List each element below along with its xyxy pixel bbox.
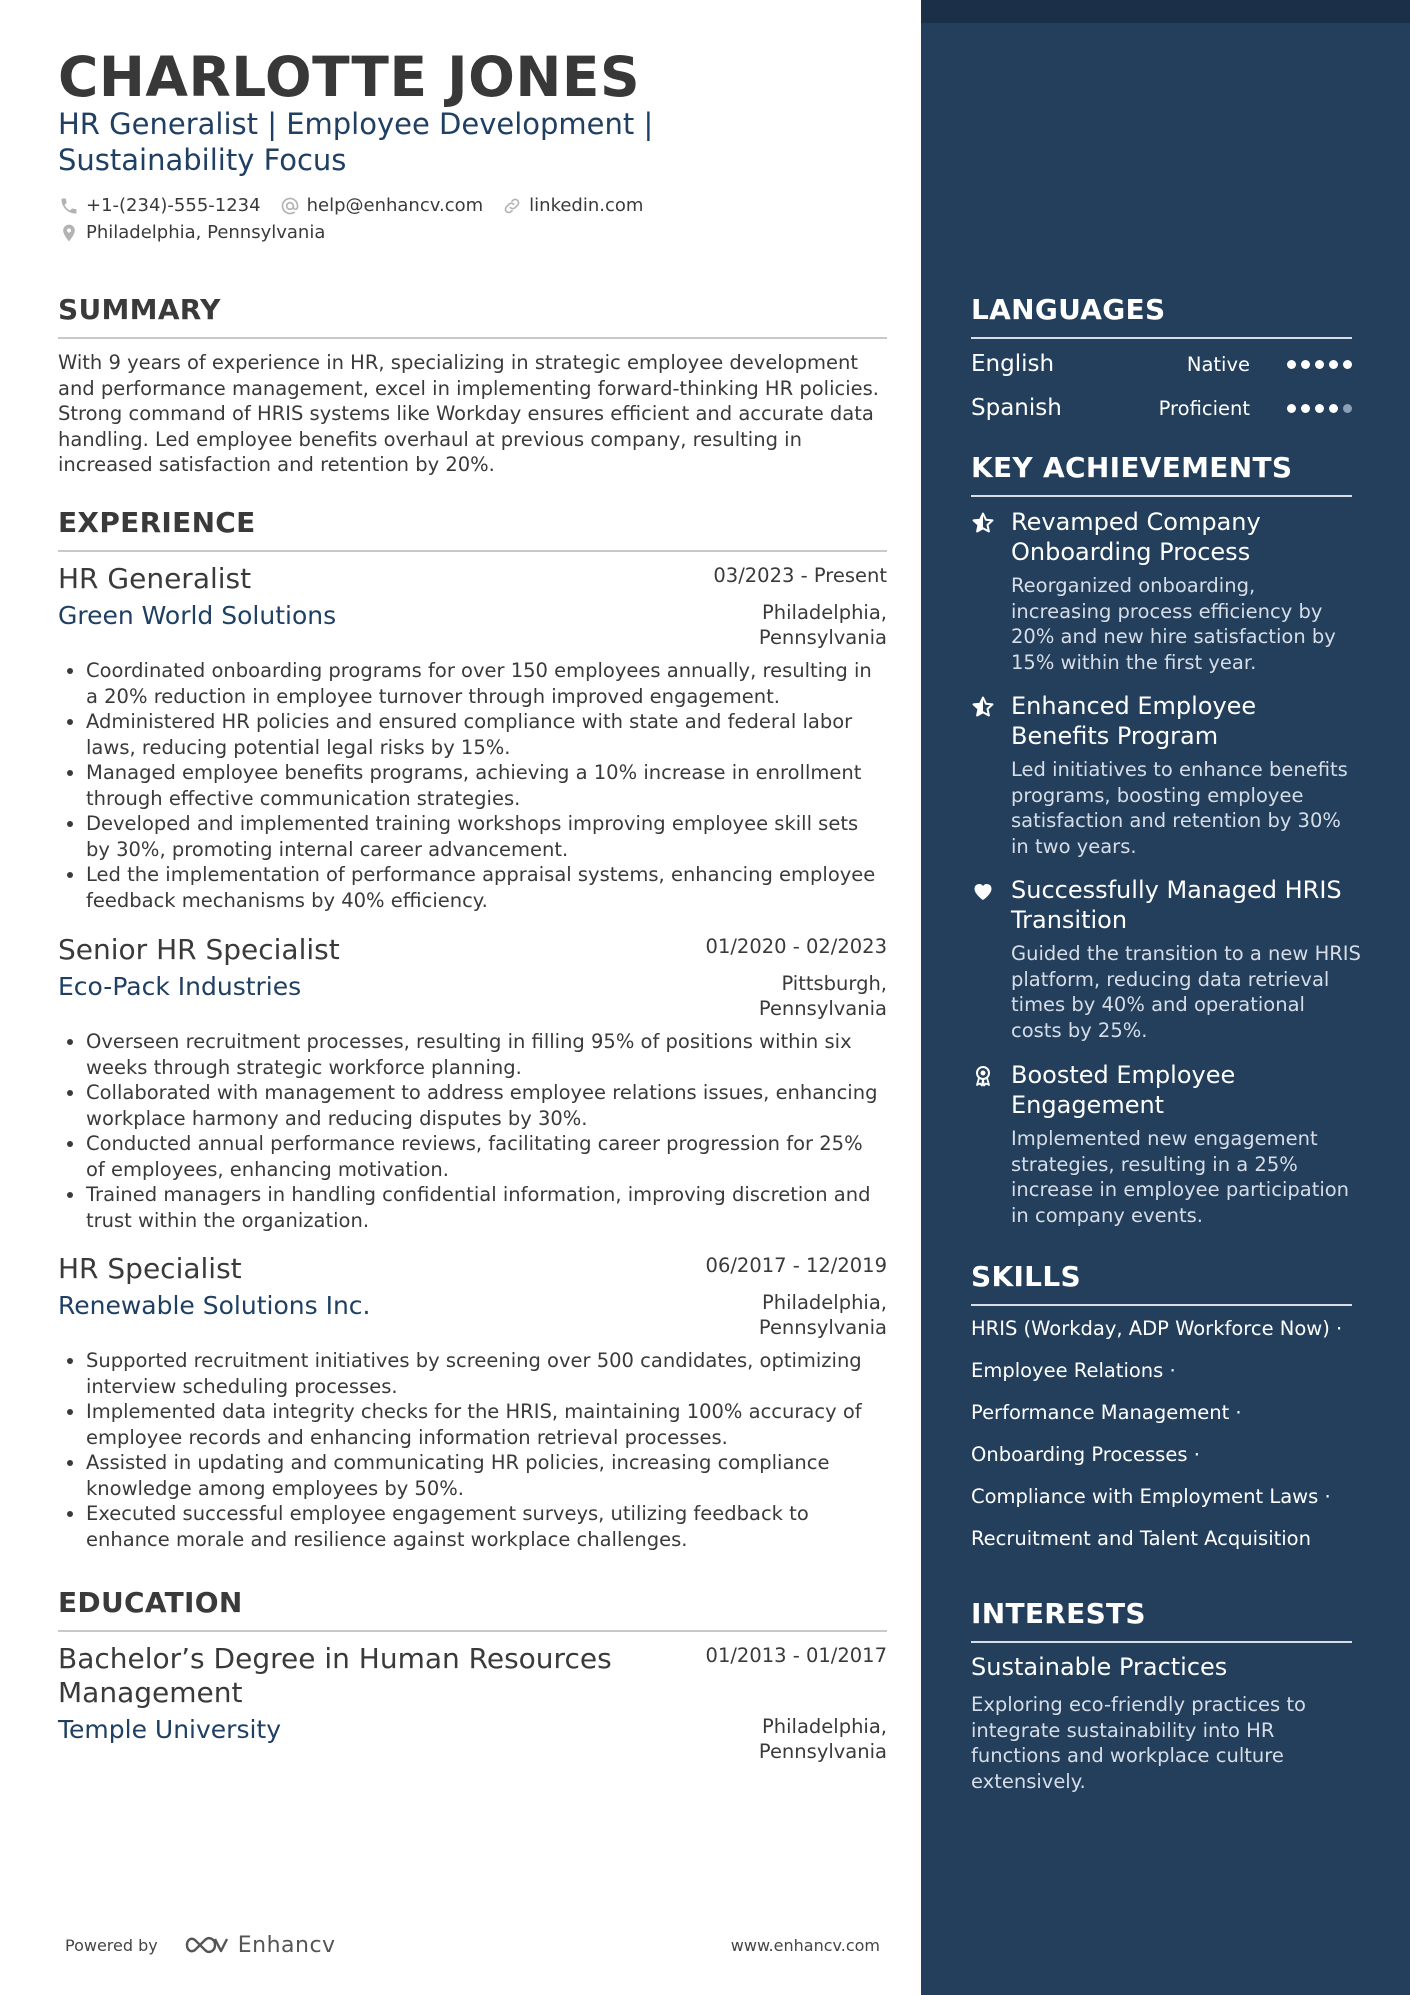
job-title: HR Generalist <box>58 562 252 595</box>
bullet: • Administered HR policies and ensured compliance with state and federal labor laws, reducing potential legal risks by 15%. <box>86 709 887 760</box>
at-icon <box>279 195 301 217</box>
footer-url[interactable]: www.enhancv.com <box>730 1935 880 1955</box>
degree-title: Bachelor’s Degree in Human Resources Management <box>58 1642 612 1709</box>
bullet: • Led the implementation of performance appraisal systems, enhancing employee feedback mechanisms by 40% efficiency. <box>86 862 887 913</box>
job-location: Philadelphia, Pennsylvania <box>758 601 887 649</box>
bullet: • Conducted annual performance reviews, facilitating career progression for 25% of employees, enhancing motivation. <box>86 1131 887 1182</box>
contact-linkedin[interactable] <box>501 195 643 217</box>
skills-heading: SKILLS <box>971 1260 1352 1306</box>
language-item <box>971 349 1352 379</box>
achievement-item <box>971 875 1361 1043</box>
job-dates: 06/2017 - 12/2019 <box>705 1254 887 1277</box>
proficiency-dots <box>1282 404 1352 413</box>
skill-item: Onboarding Processes · <box>971 1443 1200 1466</box>
experience-heading: EXPERIENCE <box>58 506 887 552</box>
bullet: • Assisted in updating and communicating HR policies, increasing compliance knowledge among employees by 50%. <box>86 1450 887 1501</box>
candidate-name: CHARLOTTE JONES <box>58 45 641 109</box>
education-heading: EDUCATION <box>58 1586 887 1632</box>
language-name: Spanish <box>971 395 1062 421</box>
job-dates: 03/2023 - Present <box>713 564 887 587</box>
summary-heading: SUMMARY <box>58 293 887 339</box>
enhancv-logo[interactable] <box>184 1933 336 1958</box>
job-bullets <box>58 1029 887 1233</box>
phone-text: +1-(234)-555-1234 <box>86 195 261 216</box>
bullet: • Trained managers in handling confidential information, improving discretion and trust within the organization. <box>86 1182 887 1233</box>
company-name: Green World Solutions <box>58 601 337 630</box>
powered-by-label: Powered by <box>65 1935 158 1955</box>
achievement-desc: Reorganized onboarding, increasing process efficiency by 20% and new hire satisfaction by 15% within the first year. <box>1011 574 1336 674</box>
dot-filled <box>1287 404 1296 413</box>
education-entry <box>58 1642 887 1764</box>
contact-info <box>58 192 898 246</box>
email-text: help@enhancv.com <box>306 195 484 216</box>
language-item <box>971 393 1352 423</box>
job-bullets <box>58 1348 887 1552</box>
dot-filled <box>1329 404 1338 413</box>
dot-filled <box>1301 360 1310 369</box>
linkedin-text: linkedin.com <box>529 195 644 216</box>
location-pin-icon <box>58 222 80 244</box>
brand-name: Enhancv <box>237 1932 336 1958</box>
education-dates: 01/2013 - 01/2017 <box>705 1644 887 1667</box>
achievement-desc: Implemented new engagement strategies, resulting in a 25% increase in employee participation in company events. <box>1011 1127 1350 1227</box>
star-icon <box>971 695 995 719</box>
dot-filled <box>1287 360 1296 369</box>
job-dates: 01/2020 - 02/2023 <box>705 935 887 958</box>
proficiency-dots <box>1282 360 1352 369</box>
language-name: English <box>971 351 1055 377</box>
languages-heading: LANGUAGES <box>971 293 1352 339</box>
location-text: Philadelphia, Pennsylvania <box>86 222 326 243</box>
dot-filled <box>1301 404 1310 413</box>
achievement-title: Successfully Managed HRIS Transition <box>1011 876 1342 934</box>
job-title: Senior HR Specialist <box>58 933 340 966</box>
job-entry <box>58 1252 887 1552</box>
job-location: Philadelphia, Pennsylvania <box>758 1291 887 1339</box>
achievement-item <box>971 507 1361 675</box>
job-entry <box>58 562 887 913</box>
skill-item: Performance Management · <box>971 1401 1242 1424</box>
skill-item: Employee Relations · <box>971 1359 1176 1382</box>
dot-filled <box>1315 404 1324 413</box>
dot-filled <box>1315 360 1324 369</box>
company-name: Eco-Pack Industries <box>58 972 302 1001</box>
footer <box>65 1930 880 1960</box>
school-name: Temple University <box>58 1715 282 1744</box>
achievement-desc: Guided the transition to a new HRIS platform, reducing data retrieval times by 40% and operational costs by 25%. <box>1011 942 1361 1042</box>
dot-empty <box>1343 404 1352 413</box>
achievement-desc: Led initiatives to enhance benefits programs, boosting employee satisfaction and retention by 30% in two years. <box>1011 758 1348 858</box>
achievements-heading: KEY ACHIEVEMENTS <box>971 451 1352 497</box>
achievement-title: Revamped Company Onboarding Process <box>1011 508 1261 566</box>
school-location: Philadelphia, Pennsylvania <box>758 1715 887 1763</box>
achievement-item <box>971 1060 1361 1228</box>
contact-location <box>58 222 325 244</box>
bullet: • Coordinated onboarding programs for over 150 employees annually, resulting in a 20% reduction in employee turnover through improved engagement. <box>86 658 887 709</box>
language-level: Proficient <box>1158 396 1250 420</box>
bullet: • Developed and implemented training workshops improving employee skill sets by 30%, promoting internal career advancement. <box>86 811 887 862</box>
bullet: • Executed successful employee engagement surveys, utilizing feedback to enhance morale and resilience against workplace challenges. <box>86 1501 887 1552</box>
skill-item: Recruitment and Talent Acquisition <box>971 1527 1311 1550</box>
achievement-title: Enhanced Employee Benefits Program <box>1011 692 1257 750</box>
link-icon <box>501 195 523 217</box>
headline: HR Generalist | Employee Development | Sustainability Focus <box>58 107 654 177</box>
interest-desc: Exploring eco-friendly practices to integrate sustainability into HR functions and workplace culture extensively. <box>971 1693 1306 1793</box>
bullet: • Managed employee benefits programs, achieving a 10% increase in enrollment through effective communication strategies. <box>86 760 887 811</box>
heart-icon <box>971 879 995 903</box>
job-location: Pittsburgh, Pennsylvania <box>758 972 887 1020</box>
interests-heading: INTERESTS <box>971 1597 1352 1643</box>
enhancv-logo-icon <box>184 1933 230 1957</box>
bullet: • Collaborated with management to address employee relations issues, enhancing workplace harmony and reducing disputes by 30%. <box>86 1080 887 1131</box>
dot-filled <box>1343 360 1352 369</box>
contact-email[interactable] <box>279 195 484 217</box>
skill-item: HRIS (Workday, ADP Workforce Now) · <box>971 1317 1343 1340</box>
job-entry <box>58 933 887 1233</box>
language-level: Native <box>1186 352 1250 376</box>
achievement-title: Boosted Employee Engagement <box>1011 1061 1236 1119</box>
summary-text: With 9 years of experience in HR, specializing in strategic employee development and performance management, excel in implementing forward-thinking HR policies. Strong command of HRIS systems like Workday ensures efficient and accurate data handling. Led employee benefits overhaul at previous company, resulting in increased satisfaction and retention by 20%. <box>58 351 879 477</box>
achievement-item <box>971 691 1361 859</box>
phone-icon <box>58 195 80 217</box>
company-name: Renewable Solutions Inc. <box>58 1291 371 1320</box>
bullet: • Overseen recruitment processes, resulting in filling 95% of positions within six weeks through strategic workforce planning. <box>86 1029 887 1080</box>
interest-title: Sustainable Practices <box>971 1653 1228 1681</box>
sidebar-top-band <box>921 0 1410 23</box>
dot-filled <box>1329 360 1338 369</box>
job-bullets <box>58 658 887 913</box>
contact-phone[interactable] <box>58 195 261 217</box>
sidebar <box>921 0 1410 1995</box>
skill-item: Compliance with Employment Laws · <box>971 1485 1331 1508</box>
star-icon <box>971 511 995 535</box>
bullet: • Supported recruitment initiatives by screening over 500 candidates, optimizing interview scheduling processes. <box>86 1348 887 1399</box>
award-icon <box>971 1064 995 1088</box>
bullet: • Implemented data integrity checks for the HRIS, maintaining 100% accuracy of employee records and enhancing information retrieval processes. <box>86 1399 887 1450</box>
job-title: HR Specialist <box>58 1252 242 1285</box>
